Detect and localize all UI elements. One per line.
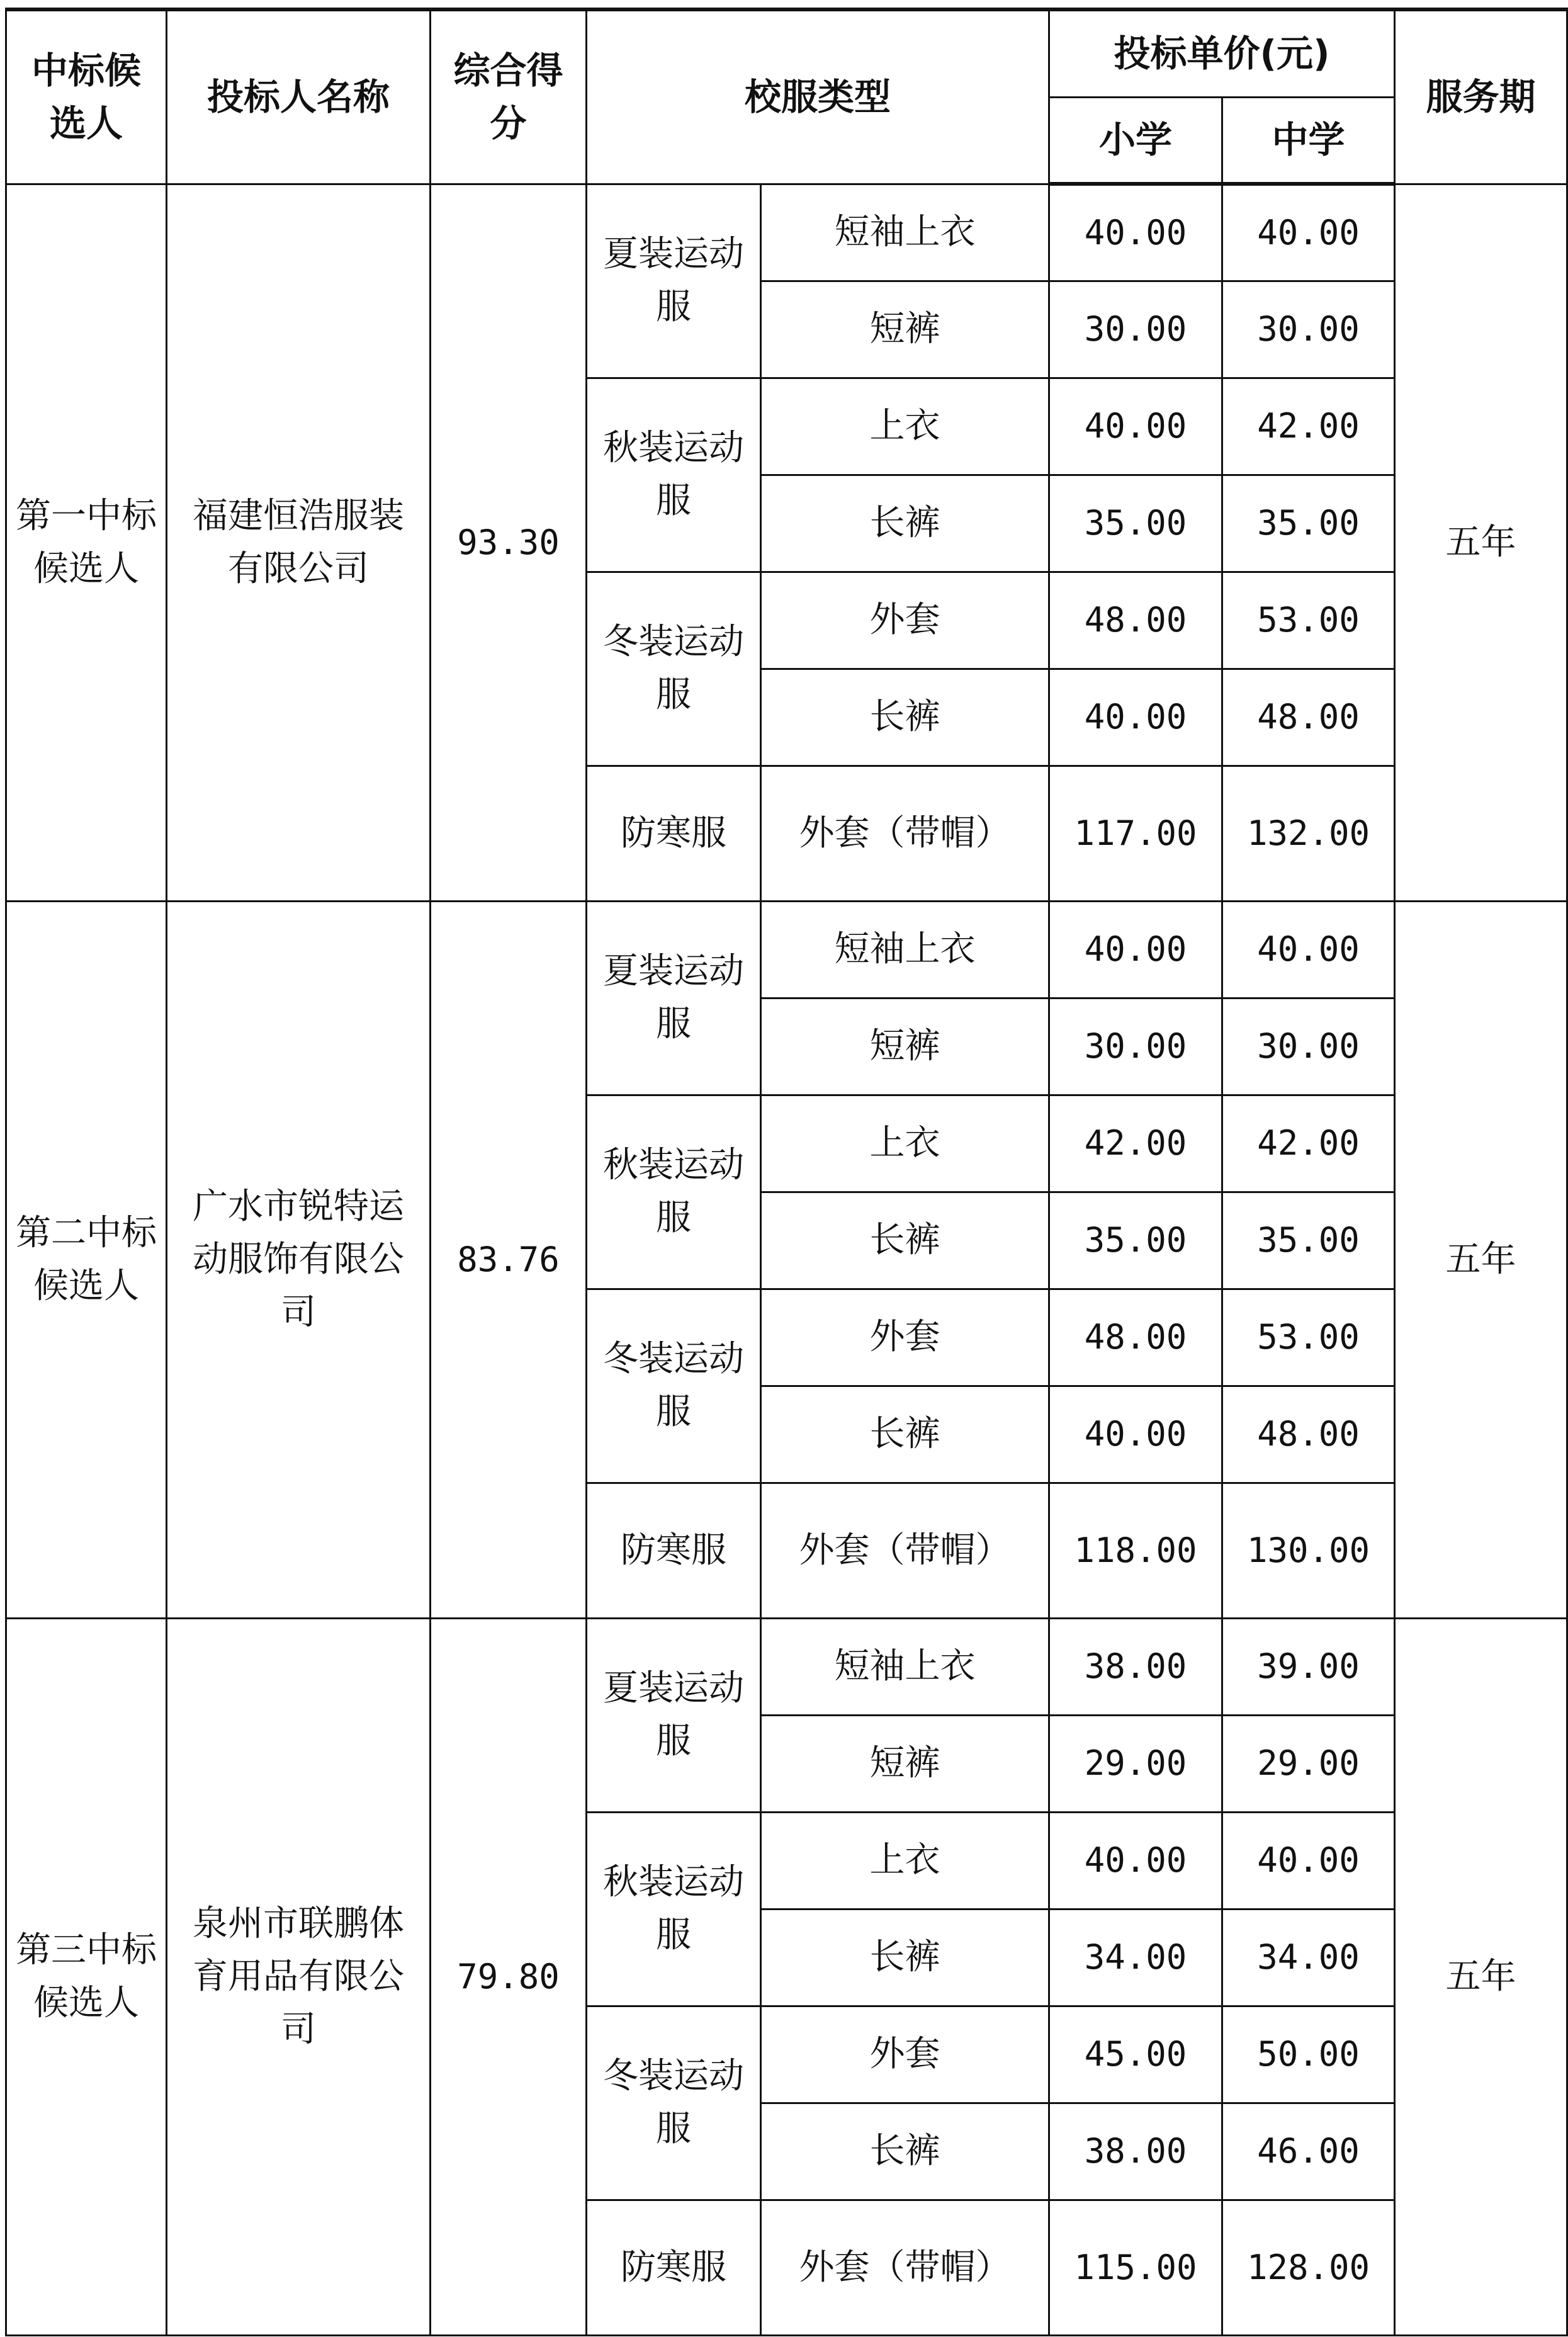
- price-middle: 35.00: [1222, 1192, 1395, 1289]
- header-service-period: 服务期: [1395, 9, 1567, 184]
- uniform-item: 外套: [761, 1289, 1049, 1386]
- table-row: [6, 184, 1567, 281]
- price-primary: 48.00: [1049, 572, 1222, 669]
- price-primary: 30.00: [1049, 281, 1222, 378]
- composite-score: 83.76: [431, 901, 587, 1618]
- uniform-item: 短袖上衣: [761, 901, 1049, 998]
- price-primary: 117.00: [1049, 766, 1222, 901]
- price-primary: 40.00: [1049, 669, 1222, 766]
- uniform-category: 冬装运动服: [587, 2006, 761, 2200]
- uniform-category: 冬装运动服: [587, 572, 761, 766]
- uniform-item: 长裤: [761, 475, 1049, 572]
- price-middle: 30.00: [1222, 281, 1395, 378]
- uniform-item: 长裤: [761, 1192, 1049, 1289]
- composite-score: 79.80: [431, 1618, 587, 2335]
- candidate-rank: 第二中标候选人: [6, 901, 167, 1618]
- price-primary: 118.00: [1049, 1483, 1222, 1618]
- price-middle: 48.00: [1222, 669, 1395, 766]
- table-row: [6, 901, 1567, 998]
- uniform-item: 短袖上衣: [761, 1618, 1049, 1715]
- price-primary: 40.00: [1049, 1386, 1222, 1483]
- uniform-item: 外套（带帽）: [761, 1483, 1049, 1618]
- price-middle: 53.00: [1222, 1289, 1395, 1386]
- price-middle: 128.00: [1222, 2200, 1395, 2335]
- price-primary: 29.00: [1049, 1715, 1222, 1812]
- price-middle: 42.00: [1222, 378, 1395, 475]
- price-middle: 30.00: [1222, 998, 1395, 1095]
- uniform-item: 短裤: [761, 281, 1049, 378]
- price-middle: 40.00: [1222, 184, 1395, 281]
- price-middle: 53.00: [1222, 572, 1395, 669]
- uniform-item: 短袖上衣: [761, 184, 1049, 281]
- header-score: 综合得分: [431, 9, 587, 184]
- price-primary: 42.00: [1049, 1095, 1222, 1192]
- uniform-item: 短裤: [761, 1715, 1049, 1812]
- uniform-item: 外套: [761, 2006, 1049, 2103]
- candidate-rank: 第一中标候选人: [6, 184, 167, 901]
- bidder-name: 广水市锐特运动服饰有限公司: [167, 901, 431, 1618]
- price-middle: 34.00: [1222, 1909, 1395, 2006]
- price-primary: 48.00: [1049, 1289, 1222, 1386]
- price-primary: 115.00: [1049, 2200, 1222, 2335]
- price-middle: 50.00: [1222, 2006, 1395, 2103]
- price-middle: 130.00: [1222, 1483, 1395, 1618]
- uniform-item: 外套（带帽）: [761, 766, 1049, 901]
- price-primary: 40.00: [1049, 901, 1222, 998]
- header-candidate: 中标候选人: [6, 9, 167, 184]
- bidder-name: 泉州市联鹏体育用品有限公司: [167, 1618, 431, 2335]
- bidder-name: 福建恒浩服装有限公司: [167, 184, 431, 901]
- header-bidder: 投标人名称: [167, 9, 431, 184]
- uniform-category: 夏装运动服: [587, 184, 761, 378]
- price-primary: 35.00: [1049, 475, 1222, 572]
- price-middle: 40.00: [1222, 1812, 1395, 1909]
- uniform-item: 长裤: [761, 1909, 1049, 2006]
- price-primary: 35.00: [1049, 1192, 1222, 1289]
- price-middle: 48.00: [1222, 1386, 1395, 1483]
- price-middle: 132.00: [1222, 766, 1395, 901]
- bid-candidates-table: [5, 8, 1568, 2336]
- price-middle: 39.00: [1222, 1618, 1395, 1715]
- uniform-item: 外套: [761, 572, 1049, 669]
- uniform-category: 防寒服: [587, 2200, 761, 2335]
- uniform-category: 秋装运动服: [587, 1095, 761, 1289]
- table-row: [6, 1618, 1567, 1715]
- header-middle: 中学: [1222, 97, 1395, 184]
- price-primary: 30.00: [1049, 998, 1222, 1095]
- service-period: 五年: [1395, 901, 1567, 1618]
- price-primary: 34.00: [1049, 1909, 1222, 2006]
- service-period: 五年: [1395, 184, 1567, 901]
- uniform-item: 外套（带帽）: [761, 2200, 1049, 2335]
- uniform-item: 上衣: [761, 1812, 1049, 1909]
- composite-score: 93.30: [431, 184, 587, 901]
- uniform-category: 防寒服: [587, 1483, 761, 1618]
- uniform-item: 上衣: [761, 378, 1049, 475]
- price-middle: 40.00: [1222, 901, 1395, 998]
- uniform-category: 防寒服: [587, 766, 761, 901]
- price-middle: 29.00: [1222, 1715, 1395, 1812]
- price-primary: 40.00: [1049, 378, 1222, 475]
- uniform-item: 短裤: [761, 998, 1049, 1095]
- candidate-rank: 第三中标候选人: [6, 1618, 167, 2335]
- uniform-category: 夏装运动服: [587, 1618, 761, 1812]
- uniform-item: 长裤: [761, 2103, 1049, 2200]
- uniform-item: 上衣: [761, 1095, 1049, 1192]
- price-middle: 46.00: [1222, 2103, 1395, 2200]
- uniform-item: 长裤: [761, 669, 1049, 766]
- price-primary: 38.00: [1049, 1618, 1222, 1715]
- price-primary: 45.00: [1049, 2006, 1222, 2103]
- uniform-category: 秋装运动服: [587, 1812, 761, 2006]
- service-period: 五年: [1395, 1618, 1567, 2335]
- uniform-category: 夏装运动服: [587, 901, 761, 1095]
- uniform-category: 冬装运动服: [587, 1289, 761, 1483]
- uniform-item: 长裤: [761, 1386, 1049, 1483]
- header-uniform-type: 校服类型: [587, 9, 1049, 184]
- price-middle: 42.00: [1222, 1095, 1395, 1192]
- price-primary: 40.00: [1049, 184, 1222, 281]
- uniform-category: 秋装运动服: [587, 378, 761, 572]
- header-unit-price: 投标单价(元): [1049, 9, 1395, 97]
- price-primary: 40.00: [1049, 1812, 1222, 1909]
- price-middle: 35.00: [1222, 475, 1395, 572]
- price-primary: 38.00: [1049, 2103, 1222, 2200]
- header-primary: 小学: [1049, 97, 1222, 184]
